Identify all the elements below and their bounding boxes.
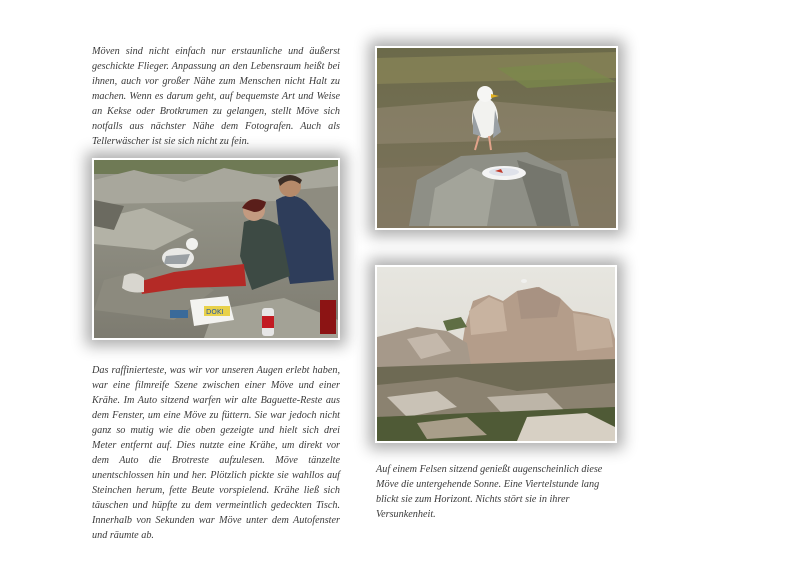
paragraph-intro: Möven sind nicht einfach nur erstaunliche und äußerst geschickte Flieger. Anpassung an den Lebensraum heißt bei ihnen, auch vor großer Nähe zum Menschen nicht Halt zu machen. Wenn es darum geht, auf bequemste Art und Weise an Kekse oder Brotkrumen zu gelangen, stellt Möve sich notfalls aus nächster Nähe dem Fotografen. Auch als Tellerwäscher ist sie sich nicht zu fein.: [92, 46, 340, 147]
photo-gull-on-rock-with-plate: [375, 46, 618, 230]
photo-gull-on-rocks-sunset: [375, 265, 617, 443]
bag-label: DOKI: [206, 308, 224, 316]
caption-sunset-gull: Auf einem Felsen sitzend genießt augenscheinlich diese Möve die untergehende Sonne. Eine Viertelstunde lang blickt sie zum Horizont. Nichts stört sie in ihrer Versunkenheit.: [376, 464, 603, 520]
photo-picnic-with-gull: [92, 158, 340, 340]
paragraph-crow-story: Das raffinierteste, was wir vor unseren Augen erlebt haben, war eine filmreife Szene zwischen einer Möve und einer Krähe. Im Auto sitzend warfen wir alte Baguette-Reste aus dem Fenster, um eine Möve zu füttern. Sie war jedoch nicht ganz so mutig wie die oben gezeigte und hielt sich drei Meter entfernt auf. Dies nutzte eine Krähe, um direkt vor dem Auto die Brotreste aufzulesen. Möve tänzelte unentschlossen hin und her. Plötzlich pickte sie wahllos auf Steinchen herum, fette Beute vorspielend. Krähe ließ sich täuschen und hüpfte zu dem vermeintlich gedeckten Tisch. Innerhalb von Sekunden war Möve unter dem Autofenster und räumte ab.: [92, 365, 340, 541]
